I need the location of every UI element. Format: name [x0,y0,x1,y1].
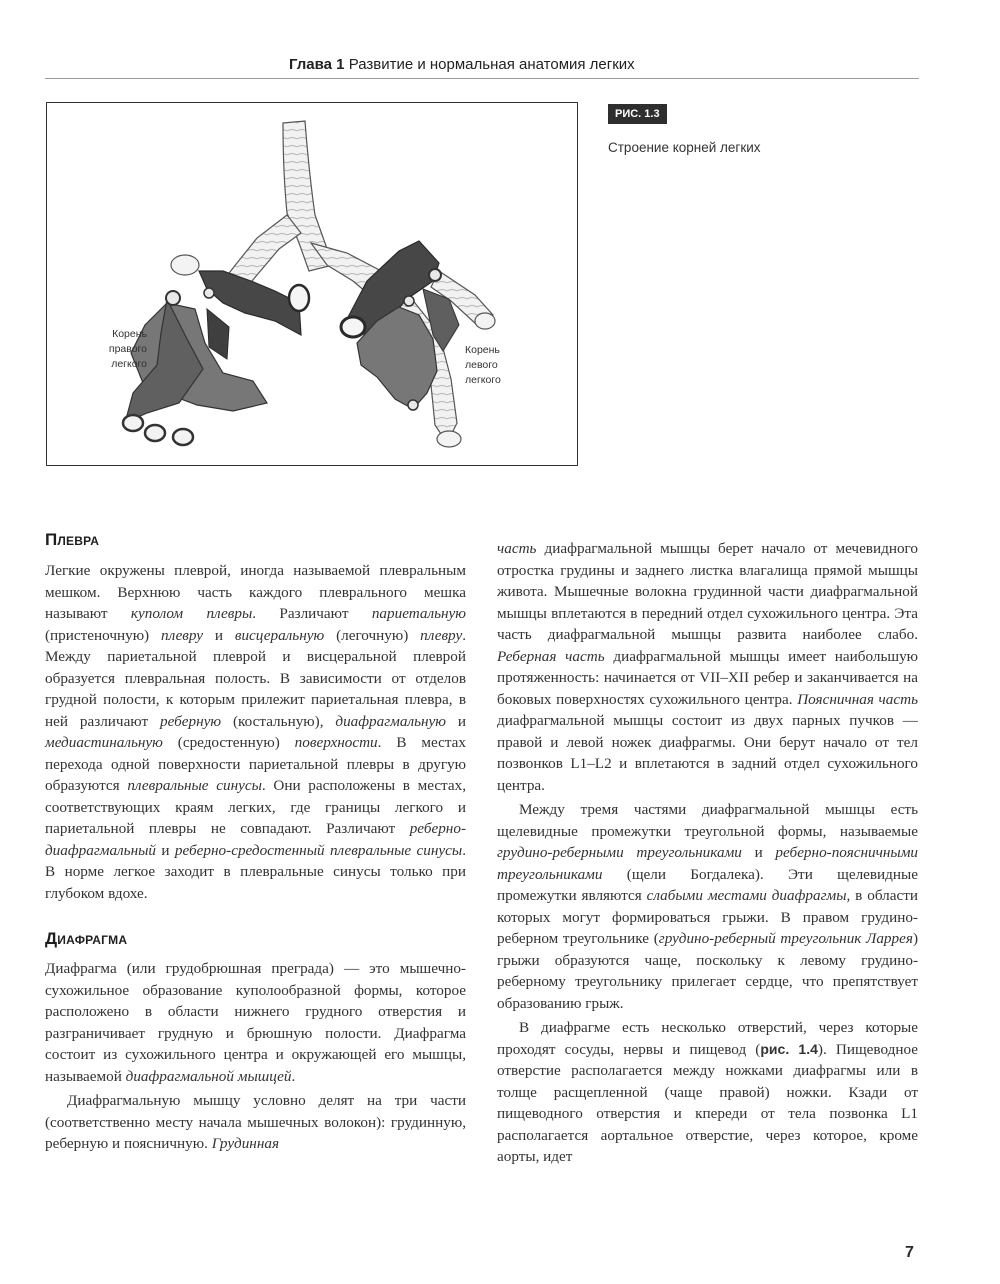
right-bronchus-end [171,255,199,275]
label-right-root: Корень правого легкого [108,328,147,370]
chapter-title: Развитие и нормальная анатомия легких [348,56,635,73]
figure-caption: Строение корней легких [608,140,761,155]
figure-lung-roots [46,102,578,466]
figure-badge: РИС. 1.3 [608,104,667,124]
paragraph-pleura: Легкие окружены плеврой, иногда называемой плевральным мешком. Верхнюю часть каждого плеврального мешка называют куполом плевры. Различают париетальную (пристеночную) плевру и висцеральную (легочную) плевру. Между париетальной плеврой и висцеральной плеврой образуется плевральная полость. В зависимости от отделов грудной полости, к которым прилежит париетальная плевра, в ней различают реберную (костальную), диафрагмальную и медиастинальную (средостенную) поверхности. В местах перехода одной поверхности париетальной плевры в другую образуются плевральные синусы. Они расположены в местах, соответствующих краям легких, где границы легкого и париетальной плевры не совпадают. Различают реберно-диафрагмальный и реберно-средостенный плевральные синусы. В норме легкое заходит в плевральные синусы только при глубоком вдохе. [45,562,467,902]
chapter-label: Глава 1 [289,56,345,73]
column-left [45,530,466,1155]
paragraph-diaphragm-2: Диафрагмальную мышцу условно делят на три части (соответственно месту начала мышечных волокон): грудинную, реберную и поясничную. Грудинная [45,1092,466,1152]
paragraph-diaphragm-4: В диафрагме есть несколько отверстий, через которые проходят сосуды, нервы и пищевод (рис. 1.4). Пищеводное отверстие располагается между ножками диафрагмы или в толще расщепленной (чаще правой) ножки. Кзади от пищеводного отверстия и кпереди от тела позвонка L1 располагается аортальное отверстие, через которое, кроме аорты, идет [497,1019,918,1165]
page-number: 7 [905,1244,914,1261]
paragraph-diaphragm-1: Диафрагма (или грудобрюшная преграда) — это мышечно-сухожильное образование куполообразной формы, которое расположено в области нижнего грудного отверстия и разграничивает грудную и брюшную полости. Диафрагма состоит из сухожильного центра и окружающей его мышцы, называемой диафрагмальной мышцей. [45,960,466,1085]
running-head [289,56,929,73]
column-right [497,538,918,1168]
paragraph-diaphragm-3: Между тремя частями диафрагмальной мышцы есть щелевидные промежутки треугольной формы, называемые грудино-реберными треугольниками и реберно-поясничными треугольниками (щели Богдалека). Эти щелевидные промежутки являются слабыми местами диафрагмы, в области которых могут формироваться грыжи. В правом грудино-реберном треугольнике (грудино-реберный треугольник Ларрея) грыжи образуются чаще, поскольку к левому грудино-реберному треугольнику прилегает сердце, что препятствует образованию грыж. [497,801,918,1012]
header-rule [45,78,919,79]
paragraph-diaphragm-2-cont: часть диафрагмальной мышцы берет начало от мечевидного отростка грудины и заднего листка влагалища прямой мышцы живота. Мышечные волокна грудинной части диафрагмальной мышцы вплетаются в передний отдел сухожильного центра. Эта часть диафрагмальной мышцы развита наиболее слабо. Реберная часть диафрагмальной мышцы имеет наибольшую протяженность: начинается от VII–XII ребер и заканчивается на боковых поверхностях сухожильного центра. Поясничная часть диафрагмальной мышцы состоит из двух парных пучков — правой и левой ножек диафрагмы. Они берут начало от тел позвонков L1–L2 и вплетаются в задний отдел сухожильного центра. [497,540,919,794]
label-left-root: Корень левого легкого [465,344,501,386]
lung-roots-illustration [47,103,579,467]
heading-pleura: Плевра [45,530,100,549]
heading-diaphragm: Диафрагма [45,929,128,948]
